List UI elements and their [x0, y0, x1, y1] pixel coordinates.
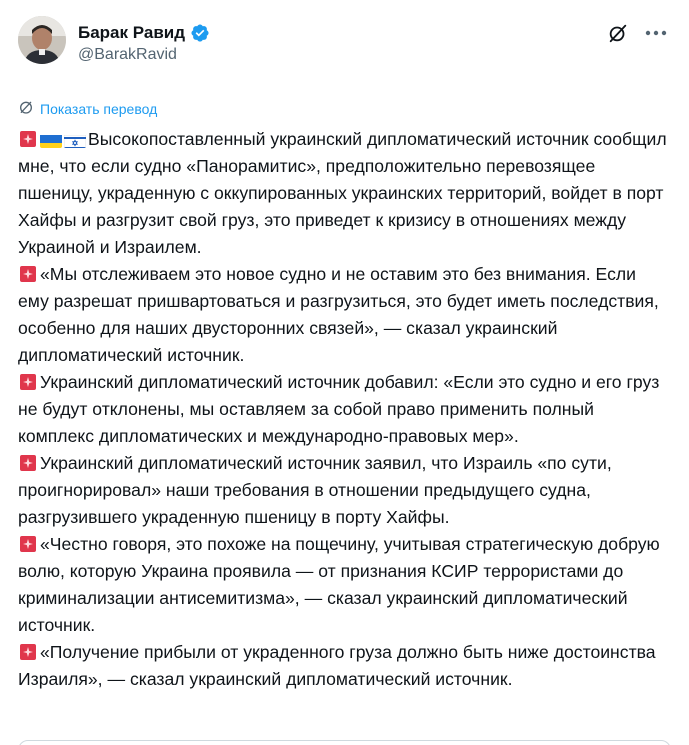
ukraine-flag-icon: [40, 132, 62, 148]
paragraph-1: [18, 126, 671, 261]
paragraph-text: «Мы отслеживаем это новое судно и не оставим это без внимания. Если ему разрешат пришвартоваться и разгрузиться, это будет иметь последствия, особенно для наших двусторонних связей», — сказал украинский дипломатический источник.: [18, 264, 659, 365]
paragraph-4: [18, 450, 671, 531]
tweet-header: [18, 14, 671, 70]
rotating-light-icon: [18, 453, 38, 471]
paragraph-3: [18, 369, 671, 450]
rotating-light-icon: [18, 372, 38, 390]
verified-badge-icon: [190, 23, 210, 43]
author-names: [78, 22, 210, 66]
rotating-light-icon: [18, 534, 38, 552]
grok-icon[interactable]: [605, 20, 631, 46]
author-display-name[interactable]: Барак Равид: [78, 23, 186, 42]
tweet-text: [18, 126, 671, 693]
translate-link[interactable]: Показать перевод: [40, 101, 158, 117]
rotating-light-icon: [18, 129, 38, 147]
paragraph-5: [18, 531, 671, 639]
paragraph-text: «Честно говоря, это похоже на пощечину, учитывая стратегическую добрую волю, которую Украина проявила — от признания КСИР террористами до криминализации антисемитизма», — сказал украинский дипломатический источник.: [18, 534, 660, 635]
israel-flag-icon: [64, 132, 86, 148]
author-handle[interactable]: @BarakRavid: [78, 46, 177, 63]
translate-icon: [18, 99, 34, 120]
rotating-light-icon: [18, 642, 38, 660]
show-translation[interactable]: [18, 98, 671, 120]
more-icon[interactable]: [641, 20, 671, 46]
paragraph-text: Украинский дипломатический источник добавил: «Если это судно и его груз не будут отклонены, мы оставляем за собой право применить полный комплекс дипломатических и международно-правовых мер».: [18, 372, 660, 446]
quoted-card-edge[interactable]: [18, 740, 671, 745]
avatar[interactable]: [18, 16, 66, 64]
paragraph-text: Высокопоставленный украинский дипломатический источник сообщил мне, что если судно «Панорамитис», предположительно перевозящее пшеницу, украденную с оккупированных украинских территорий, войдет в порт Хайфы и разгрузит свой груз, это приведет к кризису в отношениях между Украиной и Израилем.: [18, 129, 667, 257]
paragraph-6: [18, 639, 671, 693]
paragraph-2: [18, 261, 671, 369]
paragraph-text: Украинский дипломатический источник заявил, что Израиль «по сути, проигнорировал» наши требования в отношении предыдущего судна, разгрузившего украденную пшеницу в порту Хайфы.: [18, 453, 612, 527]
paragraph-text: «Получение прибыли от украденного груза должно быть ниже достоинства Израиля», — сказал украинский дипломатический источник.: [18, 642, 656, 689]
header-actions: [605, 20, 671, 46]
rotating-light-icon: [18, 264, 38, 282]
